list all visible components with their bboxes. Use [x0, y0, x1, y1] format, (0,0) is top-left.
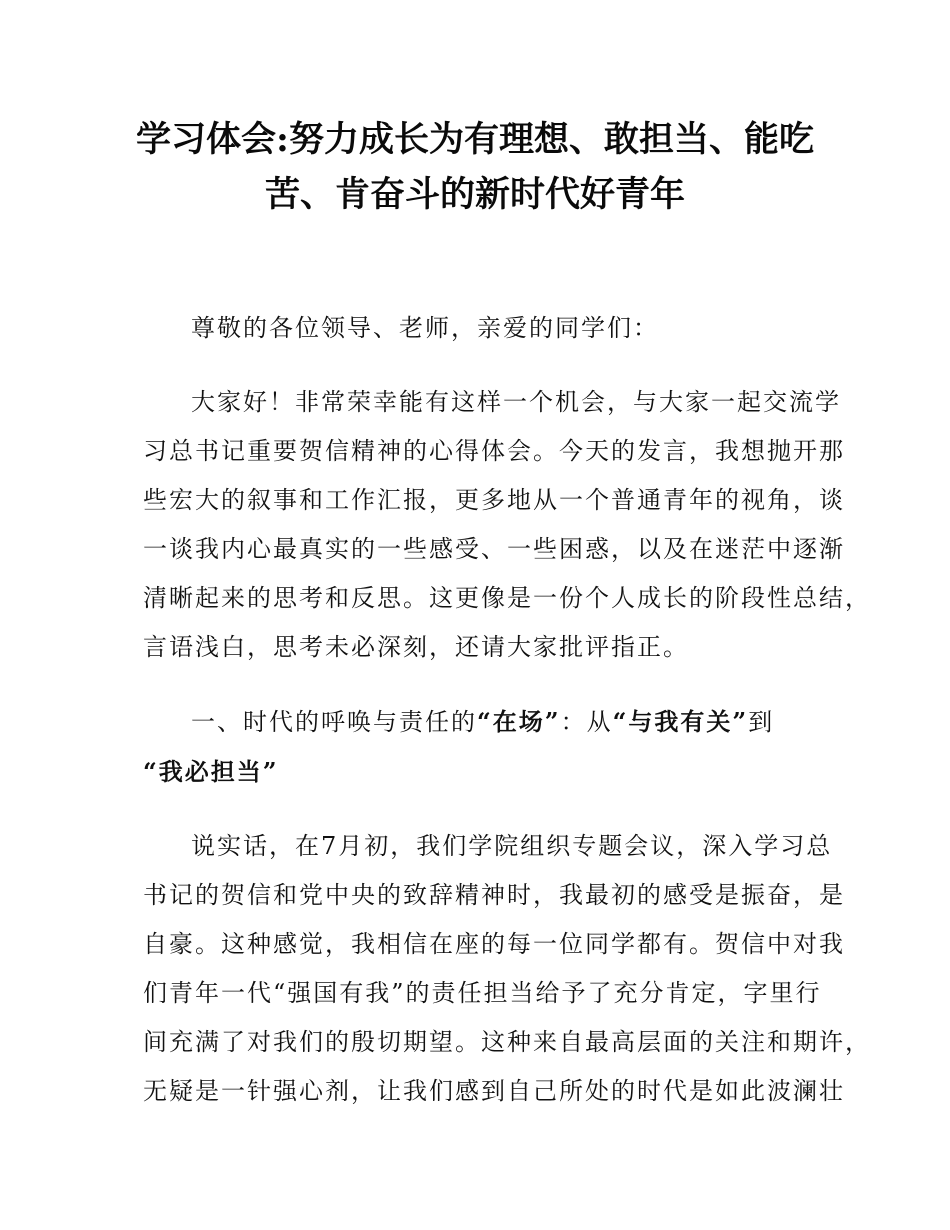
document-title [100, 112, 850, 222]
section-1-line: 书记的贺信和党中央的致辞精神时，我最初的感受是振奋，是 [143, 881, 845, 909]
section-1-line: 们青年一代“强国有我”的责任担当给予了充分肯定，字里行 [143, 979, 822, 1007]
salutation: 尊敬的各位领导、老师，亲爱的同学们： [191, 314, 659, 342]
intro-line: 言语浅白，思考未必深刻，还请大家批评指正。 [143, 633, 689, 661]
section-1-prefix: 一、时代的呼唤与责任的 [191, 708, 477, 736]
section-1-bold-2: “与我有关” [612, 707, 749, 736]
section-1-line: 间充满了对我们的殷切期望。这种来自最高层面的关注和期许， [143, 1028, 871, 1056]
section-1-line: 说实话，在7月初，我们学院组织专题会议，深入学习总 [191, 832, 833, 860]
intro-line: 清晰起来的思考和反思。这更像是一份个人成长的阶段性总结， [143, 584, 871, 612]
title-line-1: 学习体会:努力成长为有理想、敢担当、能吃 [136, 119, 814, 160]
section-1-paragraph [143, 822, 871, 1116]
title-line-2: 苦、肯奋斗的新时代好青年 [264, 174, 685, 215]
section-1-line: 无疑是一针强心剂，让我们感到自己所处的时代是如此波澜壮 [143, 1077, 845, 1105]
intro-line: 大家好！非常荣幸能有这样一个机会，与大家一起交流学 [191, 388, 841, 416]
section-1-bold-1: “在场” [477, 707, 561, 736]
intro-line: 一谈我内心最真实的一些感受、一些困惑，以及在迷茫中逐渐 [143, 535, 845, 563]
section-1-bold-3: “我必担当” [143, 757, 279, 786]
salutation-paragraph [143, 304, 833, 353]
section-1-suffix: 到 [748, 708, 775, 736]
section-1-middle: ：从 [560, 708, 613, 736]
section-1-heading-line-1 [143, 697, 833, 747]
intro-line: 些宏大的叙事和工作汇报，更多地从一个普通青年的视角，谈 [143, 486, 845, 514]
section-1-line: 自豪。这种感觉，我相信在座的每一位同学都有。贺信中对我 [143, 930, 845, 958]
section-1-heading-line-2 [143, 747, 833, 797]
section-1-heading [143, 697, 833, 797]
intro-paragraph [143, 378, 871, 672]
intro-line: 习总书记重要贺信精神的心得体会。今天的发言，我想抛开那 [143, 437, 845, 465]
document-body [143, 304, 871, 1141]
